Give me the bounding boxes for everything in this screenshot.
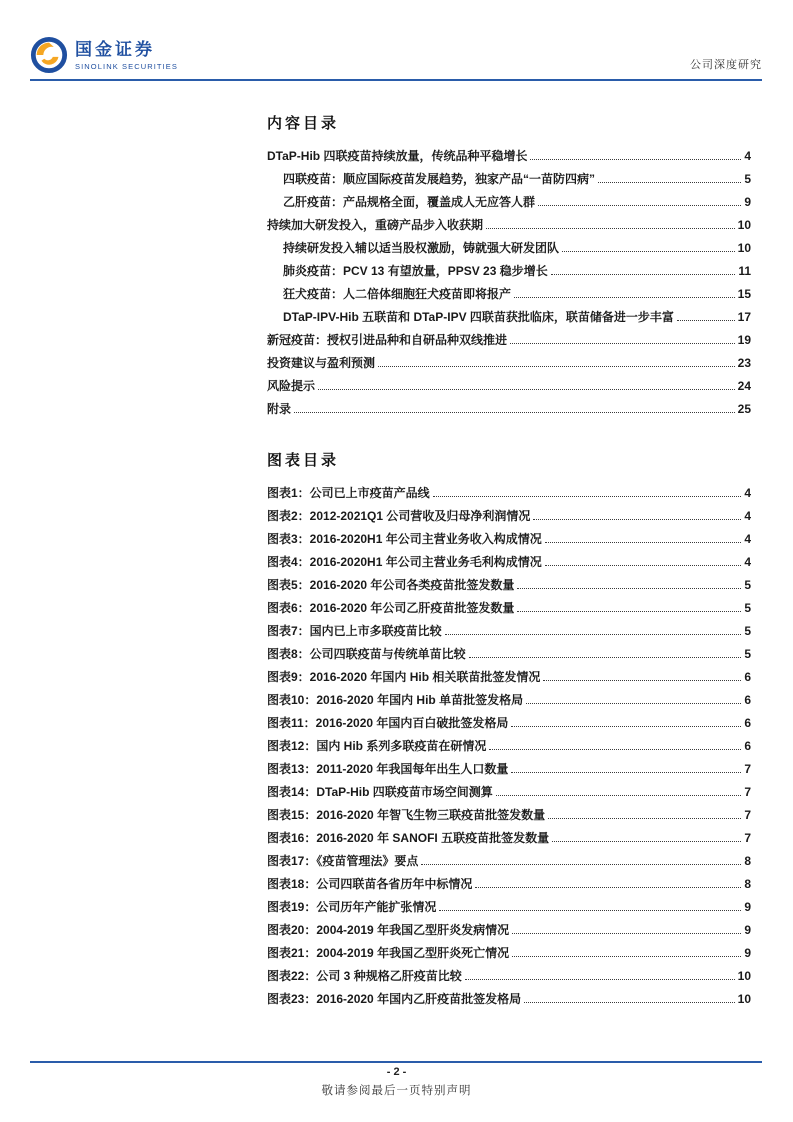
figure-entry-label: 图表12：国内 Hib 系列多联疫苗在研情况 (267, 739, 487, 753)
figure-entry-page: 10 (737, 992, 751, 1006)
figure-entry[interactable] (267, 666, 751, 689)
dotted-leader (378, 366, 735, 367)
figure-entry-label: 图表15：2016-2020 年智飞生物三联疫苗批签发数量 (267, 808, 546, 822)
figure-entry[interactable] (267, 827, 751, 850)
dotted-leader (552, 841, 741, 842)
toc-entry-page: 17 (737, 310, 751, 324)
figure-entry[interactable] (267, 505, 751, 528)
figure-entry[interactable] (267, 735, 751, 758)
figure-entry-label: 图表2：2012-2021Q1 公司营收及归母净利润情况 (267, 509, 531, 523)
dotted-leader (545, 542, 742, 543)
dotted-leader (511, 772, 741, 773)
dotted-leader (514, 297, 735, 298)
figure-entry[interactable] (267, 804, 751, 827)
figure-entry-page: 9 (744, 923, 751, 937)
figure-entry[interactable] (267, 942, 751, 965)
figure-entry-page: 7 (744, 762, 751, 776)
toc-entry-label: 狂犬疫苗：人二倍体细胞狂犬疫苗即将报产 (283, 287, 512, 301)
figure-entry[interactable] (267, 781, 751, 804)
toc-entry-page: 9 (744, 195, 751, 209)
dotted-leader (318, 389, 735, 390)
figure-entry-label: 图表3：2016-2020H1 年公司主营业务收入构成情况 (267, 532, 542, 546)
toc-entry[interactable] (267, 168, 751, 191)
dotted-leader (469, 657, 742, 658)
figure-entry-label: 图表8：公司四联疫苗与传统单苗比较 (267, 647, 466, 661)
dotted-leader (511, 726, 741, 727)
figure-entry-label: 图表18：公司四联苗各省历年中标情况 (267, 877, 473, 891)
figures-section (267, 449, 751, 1011)
figure-entry-page: 5 (744, 624, 751, 638)
figure-entry[interactable] (267, 988, 751, 1011)
figure-entry-page: 9 (744, 900, 751, 914)
toc-entry-page: 11 (738, 264, 751, 278)
dotted-leader (526, 703, 741, 704)
figure-entry-label: 图表22：公司 3 种规格乙肝疫苗比较 (267, 969, 462, 983)
footer-page-number: - 2 - (386, 1066, 407, 1078)
dotted-leader (530, 159, 741, 160)
figure-entry-label: 图表10：2016-2020 年国内 Hib 单苗批签发格局 (267, 693, 524, 707)
dotted-leader (421, 864, 741, 865)
figure-entry-page: 5 (744, 647, 751, 661)
toc-list (267, 145, 751, 421)
toc-entry-page: 24 (737, 379, 751, 393)
figure-entry-page: 4 (744, 509, 751, 523)
figure-entry-label: 图表6：2016-2020 年公司乙肝疫苗批签发数量 (267, 601, 515, 615)
toc-entry-label: 乙肝疫苗：产品规格全面，覆盖成人无应答人群 (283, 195, 536, 209)
figure-entry-page: 10 (737, 969, 751, 983)
toc-entry[interactable] (267, 260, 751, 283)
toc-entry-page: 10 (737, 241, 751, 255)
toc-entry[interactable] (267, 283, 751, 306)
toc-entry[interactable] (267, 306, 751, 329)
figure-entry-label: 图表11：2016-2020 年国内百白破批签发格局 (267, 716, 509, 730)
dotted-leader (598, 182, 741, 183)
figure-entry-label: 图表23：2016-2020 年国内乙肝疫苗批签发格局 (267, 992, 522, 1006)
figure-entry-label: 图表9：2016-2020 年国内 Hib 相关联苗批签发情况 (267, 670, 541, 684)
dotted-leader (486, 228, 735, 229)
brand-name-cn: 国金证券 (75, 39, 155, 59)
figure-entry[interactable] (267, 643, 751, 666)
dotted-leader (433, 496, 742, 497)
dotted-leader (538, 205, 741, 206)
figure-entry[interactable] (267, 597, 751, 620)
figure-entry-page: 8 (744, 854, 751, 868)
figures-title: 图表目录 (267, 452, 340, 469)
figure-entry[interactable] (267, 620, 751, 643)
dotted-leader (562, 251, 735, 252)
figure-entry-label: 图表20：2004-2019 年我国乙型肝炎发病情况 (267, 923, 510, 937)
toc-section (267, 112, 751, 421)
figure-entry-label: 图表4：2016-2020H1 年公司主营业务毛利构成情况 (267, 555, 542, 569)
figure-entry-label: 图表5：2016-2020 年公司各类疫苗批签发数量 (267, 578, 515, 592)
sinolink-logo-icon (30, 36, 68, 74)
toc-entry-label: DTaP-IPV-Hib 五联苗和 DTaP-IPV 四联苗获批临床，联苗储备进一步丰富 (283, 310, 674, 324)
figure-entry-page: 6 (744, 739, 751, 753)
figure-entry-page: 6 (744, 693, 751, 707)
figure-entry-label: 图表19：公司历年产能扩张情况 (267, 900, 437, 914)
page-header (30, 36, 762, 82)
content-column (267, 112, 751, 1011)
toc-entry-label: 风险提示 (267, 379, 316, 393)
dotted-leader (517, 588, 741, 589)
report-type-label: 公司深度研究 (690, 59, 762, 71)
figure-entry-label: 图表7：国内已上市多联疫苗比较 (267, 624, 442, 638)
dotted-leader (445, 634, 742, 635)
toc-entry[interactable] (267, 329, 751, 352)
dotted-leader (510, 343, 735, 344)
toc-entry[interactable] (267, 398, 751, 421)
figure-entry-page: 7 (744, 831, 751, 845)
toc-entry-page: 15 (737, 287, 751, 301)
figure-entry[interactable] (267, 919, 751, 942)
toc-entry-page: 23 (737, 356, 751, 370)
toc-entry[interactable] (267, 237, 751, 260)
dotted-leader (465, 979, 735, 980)
dotted-leader (489, 749, 741, 750)
toc-entry-label: 投资建议与盈利预测 (267, 356, 376, 370)
brand-name-en: SINOLINK SECURITIES (75, 61, 179, 71)
figure-entry-page: 7 (744, 808, 751, 822)
toc-entry-page: 4 (744, 149, 751, 163)
dotted-leader (543, 680, 741, 681)
dotted-leader (475, 887, 741, 888)
figure-entry[interactable] (267, 758, 751, 781)
dotted-leader (524, 1002, 735, 1003)
figure-entry[interactable] (267, 873, 751, 896)
figure-entry[interactable] (267, 482, 751, 505)
figure-entry-page: 4 (744, 486, 751, 500)
dotted-leader (551, 274, 736, 275)
toc-entry-label: 持续研发投入辅以适当股权激励，铸就强大研发团队 (283, 241, 560, 255)
toc-entry-page: 5 (744, 172, 751, 186)
figure-entry-label: 图表14：DTaP-Hib 四联疫苗市场空间测算 (267, 785, 493, 799)
figure-entry-page: 9 (744, 946, 751, 960)
dotted-leader (677, 320, 735, 321)
toc-entry[interactable] (267, 375, 751, 398)
figure-entry-page: 6 (744, 670, 751, 684)
toc-entry-label: 附录 (267, 402, 292, 416)
figure-entry[interactable] (267, 574, 751, 597)
figure-entry[interactable] (267, 689, 751, 712)
toc-entry-label: 肺炎疫苗：PCV 13 有望放量，PPSV 23 稳步增长 (283, 264, 548, 278)
figure-entry-label: 图表17：《疫苗管理法》要点 (267, 854, 419, 868)
dotted-leader (548, 818, 741, 819)
dotted-leader (512, 956, 741, 957)
dotted-leader (439, 910, 741, 911)
figure-entry-label: 图表16：2016-2020 年 SANOFI 五联疫苗批签发数量 (267, 831, 550, 845)
toc-entry-label: 四联疫苗：顺应国际疫苗发展趋势，独家产品“一苗防四病” (283, 172, 596, 186)
brand-text (75, 40, 178, 71)
toc-entry-page: 25 (737, 402, 751, 416)
header-divider (30, 79, 762, 81)
figure-entry[interactable] (267, 850, 751, 873)
figure-entry-page: 4 (744, 555, 751, 569)
figure-entry[interactable] (267, 712, 751, 735)
figure-entry[interactable] (267, 896, 751, 919)
toc-entry-label: DTaP-Hib 四联疫苗持续放量，传统品种平稳增长 (267, 149, 528, 163)
figure-entry-label: 图表1：公司已上市疫苗产品线 (267, 486, 430, 500)
figure-entry[interactable] (267, 528, 751, 551)
toc-entry[interactable] (267, 145, 751, 168)
toc-entry-label: 新冠疫苗：授权引进品种和自研品种双线推进 (267, 333, 508, 347)
figure-entry[interactable] (267, 965, 751, 988)
footer-disclaimer: 敬请参阅最后一页特别声明 (321, 1085, 472, 1097)
footer-divider (30, 1061, 762, 1063)
figure-entry-label: 图表13：2011-2020 年我国每年出生人口数量 (267, 762, 509, 776)
toc-entry[interactable] (267, 352, 751, 375)
dotted-leader (545, 565, 742, 566)
toc-entry-label: 持续加大研发投入，重磅产品步入收获期 (267, 218, 484, 232)
dotted-leader (533, 519, 741, 520)
figures-list (267, 482, 751, 1011)
figure-entry-page: 4 (744, 532, 751, 546)
toc-entry[interactable] (267, 191, 751, 214)
figure-entry-page: 8 (744, 877, 751, 891)
toc-entry[interactable] (267, 214, 751, 237)
figure-entry-page: 7 (744, 785, 751, 799)
toc-entry-page: 19 (737, 333, 751, 347)
dotted-leader (517, 611, 741, 612)
toc-title: 内容目录 (267, 115, 340, 132)
toc-entry-page: 10 (737, 218, 751, 232)
dotted-leader (512, 933, 741, 934)
figure-entry-page: 6 (744, 716, 751, 730)
dotted-leader (496, 795, 742, 796)
figure-entry-page: 5 (744, 578, 751, 592)
figure-entry[interactable] (267, 551, 751, 574)
figure-entry-page: 5 (744, 601, 751, 615)
brand-logo-block (30, 36, 178, 74)
dotted-leader (294, 412, 735, 413)
figure-entry-label: 图表21：2004-2019 年我国乙型肝炎死亡情况 (267, 946, 510, 960)
